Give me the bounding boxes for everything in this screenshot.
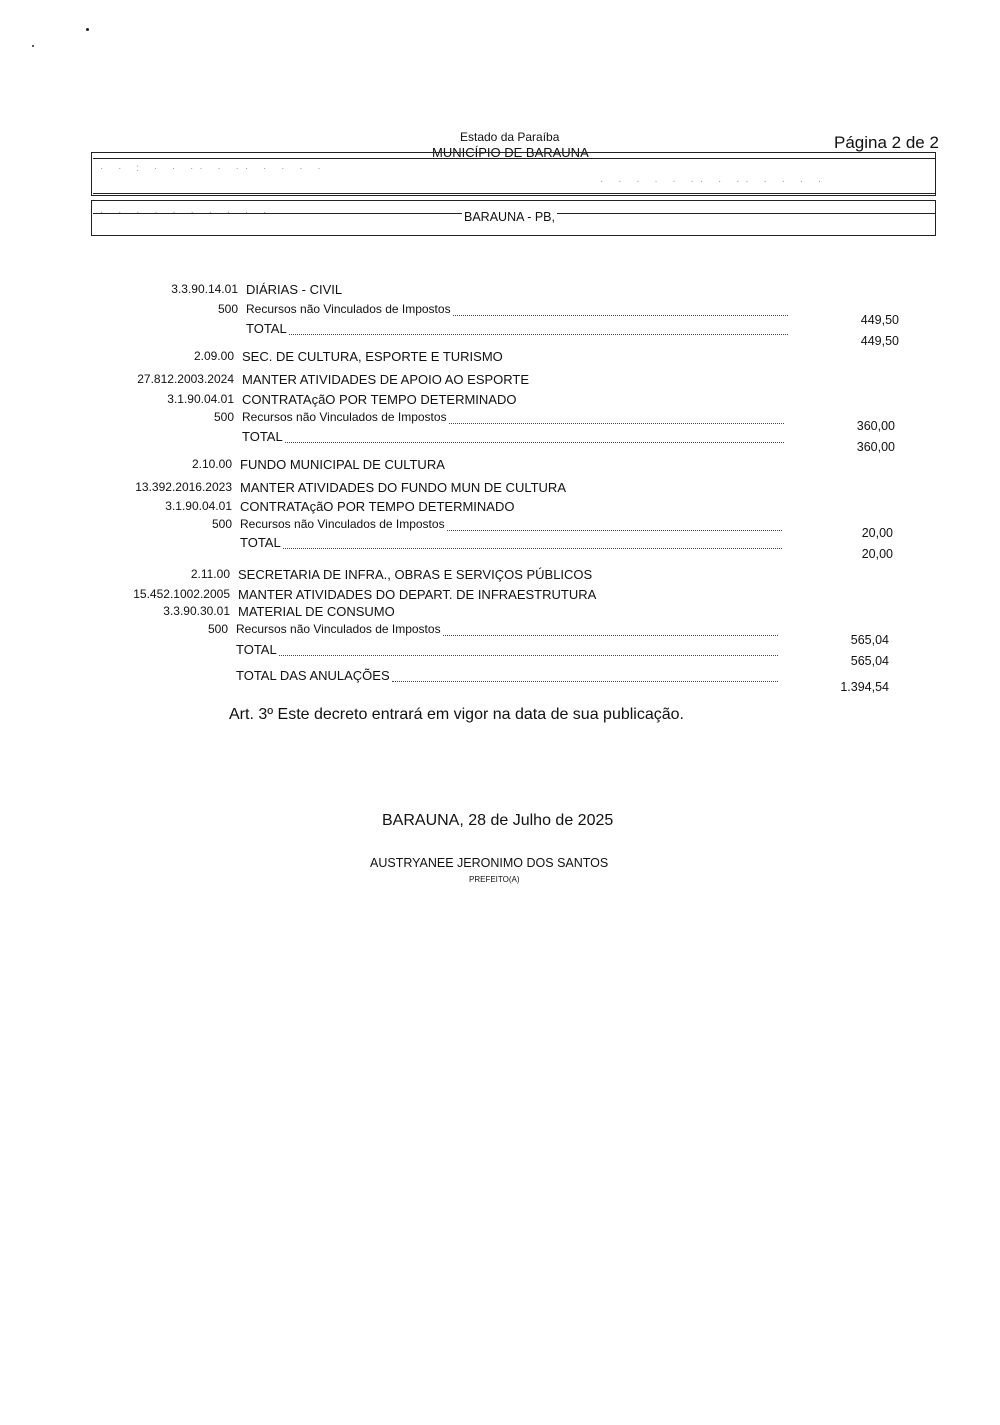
entry-description: CONTRATAçãO POR TEMPO DETERMINADO	[242, 392, 517, 407]
dot-leader	[443, 635, 778, 636]
dot-leader	[447, 530, 782, 531]
faded-scan-text: · · · · · · · · · ·	[100, 207, 273, 218]
entry-code: 500	[217, 302, 238, 316]
entry-description: CONTRATAçãO POR TEMPO DETERMINADO	[240, 499, 515, 514]
entry-amount: 1.394,54	[840, 680, 889, 694]
faded-scan-text: · · : · · ·· · ·· · · · ·	[100, 163, 327, 174]
entry-total-label: TOTAL DAS ANULAÇÕES	[236, 668, 390, 683]
entry-description: SECRETARIA DE INFRA., OBRAS E SERVIÇOS PÚBLICOS	[238, 567, 593, 582]
faded-scan-text: · · · · · ·· · ·· · · · ·	[600, 176, 828, 187]
entry-amount: 20,00	[861, 547, 893, 561]
entry-description: Recursos não Vinculados de Impostos	[236, 622, 441, 636]
entry-code: 3.3.90.14.01	[171, 282, 238, 296]
entry-description: Recursos não Vinculados de Impostos	[242, 410, 447, 424]
entry-amount: 449,50	[860, 313, 899, 327]
article-text: Art. 3º Este decreto entrará em vigor na data de sua publicação.	[229, 706, 684, 723]
entry-code: 13.392.2016.2023	[135, 480, 232, 494]
entry-amount: 565,04	[850, 654, 889, 668]
entry-description: MANTER ATIVIDADES DO FUNDO MUN DE CULTURA	[240, 480, 566, 495]
entry-description: MATERIAL DE CONSUMO	[238, 604, 395, 619]
entry-description: FUNDO MUNICIPAL DE CULTURA	[240, 457, 445, 472]
entry-code: 27.812.2003.2024	[137, 372, 234, 386]
scan-speck	[32, 45, 34, 47]
entry-description: Recursos não Vinculados de Impostos	[246, 302, 451, 316]
entry-amount: 360,00	[856, 419, 895, 433]
entry-code: 15.452.1002.2005	[133, 587, 230, 601]
page-number: Página 2 de 2	[834, 133, 939, 152]
state-name: Estado da Paraíba	[460, 130, 560, 144]
entry-code: 2.09.00	[193, 349, 234, 363]
entry-amount: 565,04	[850, 633, 889, 647]
entry-amount: 360,00	[856, 440, 895, 454]
entry-description: DIÁRIAS - CIVIL	[246, 282, 343, 297]
entry-total-label: TOTAL	[246, 321, 287, 336]
entry-description: MANTER ATIVIDADES DE APOIO AO ESPORTE	[242, 372, 530, 387]
dot-leader	[289, 334, 788, 335]
signer-role: PREFEITO(A)	[469, 875, 520, 884]
entry-code: 500	[213, 410, 234, 424]
entry-description: Recursos não Vinculados de Impostos	[240, 517, 445, 531]
entry-code: 3.3.90.30.01	[163, 604, 230, 618]
entry-description: SEC. DE CULTURA, ESPORTE E TURISMO	[242, 349, 503, 364]
entry-code: 2.10.00	[191, 457, 232, 471]
entry-amount: 449,50	[860, 334, 899, 348]
entry-amount: 20,00	[861, 526, 893, 540]
scan-speck	[86, 28, 89, 31]
entry-total-label: TOTAL	[242, 429, 283, 444]
entry-code: 500	[207, 622, 228, 636]
signer-name: AUSTRYANEE JERONIMO DOS SANTOS	[370, 856, 609, 870]
date-line: BARAUNA, 28 de Julho de 2025	[382, 812, 614, 829]
entry-description: MANTER ATIVIDADES DO DEPART. DE INFRAESTRUTURA	[238, 587, 597, 602]
municipality-name: MUNICÍPIO DE BARAUNA	[432, 145, 589, 160]
dot-leader	[283, 548, 782, 549]
dot-leader	[392, 681, 778, 682]
entry-code: 3.1.90.04.01	[167, 392, 234, 406]
dot-leader	[285, 442, 784, 443]
entry-total-label: TOTAL	[236, 642, 277, 657]
dot-leader	[449, 423, 784, 424]
location-label: BARAUNA - PB,	[464, 210, 555, 224]
entry-code: 500	[211, 517, 232, 531]
dot-leader	[279, 655, 778, 656]
entry-total-label: TOTAL	[240, 535, 281, 550]
entry-code: 2.11.00	[190, 567, 230, 581]
dot-leader	[453, 315, 788, 316]
entry-code: 3.1.90.04.01	[165, 499, 232, 513]
